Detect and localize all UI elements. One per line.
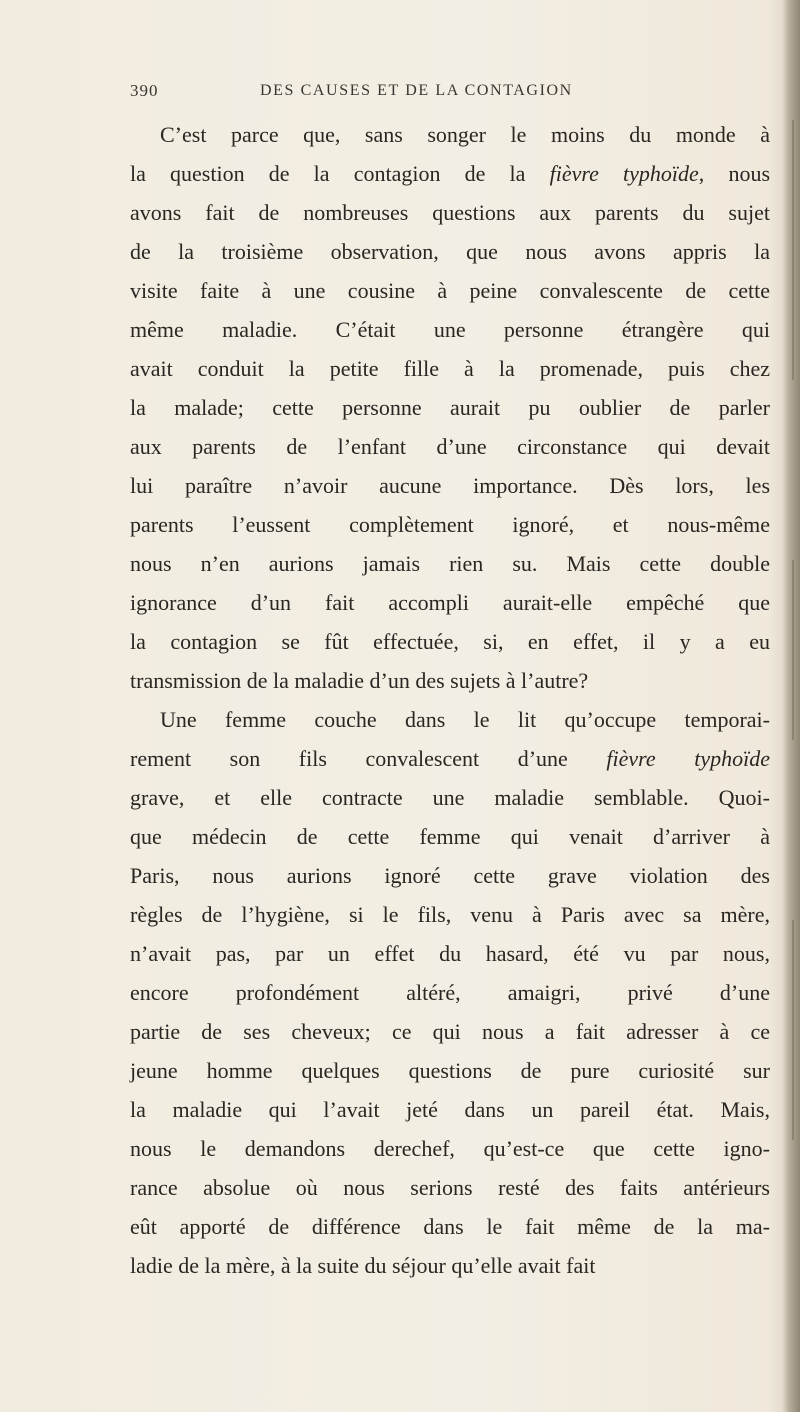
page-edge-shadow xyxy=(782,0,800,1412)
text-segment: , nous xyxy=(698,161,771,186)
text-line: partie de ses cheveux; ce qui nous a fait adresser à ce xyxy=(130,1019,770,1044)
text-line: eût apporté de différence dans le fait même de la ma- xyxy=(130,1214,770,1239)
text-line: avons fait de nombreuses questions aux parents du sujet xyxy=(130,200,770,225)
page-number: 390 xyxy=(130,81,159,100)
text-line: lui paraître n’avoir aucune importance. Dès lors, les xyxy=(130,473,770,498)
italic-term: fièvre typhoïde xyxy=(549,161,699,186)
text-line: parents l’eussent complètement ignoré, et nous-même xyxy=(130,512,770,537)
italic-term: fièvre typhoïde xyxy=(606,746,770,771)
text-line: ignorance d’un fait accompli aurait-elle empêché que xyxy=(130,590,770,615)
text-line: C’est parce que, sans songer le moins du monde à xyxy=(160,122,770,147)
text-line: que médecin de cette femme qui venait d’arriver à xyxy=(130,824,770,849)
text-segment: rement son fils convalescent d’une xyxy=(130,746,607,771)
text-line: n’avait pas, par un effet du hasard, été vu par nous, xyxy=(130,941,770,966)
running-title: DES CAUSES ET DE LA CONTAGION xyxy=(260,82,573,99)
text-line: Une femme couche dans le lit qu’occupe temporai- xyxy=(160,707,770,732)
text-line: avait conduit la petite fille à la promenade, puis chez xyxy=(130,356,770,381)
text-line xyxy=(130,739,770,778)
text-line: jeune homme quelques questions de pure curiosité sur xyxy=(130,1058,770,1083)
text-segment: la question de la contagion de la xyxy=(130,161,550,186)
page-edge-mark xyxy=(792,560,794,740)
text-line: visite faite à une cousine à peine convalescente de cette xyxy=(130,278,770,303)
text-line: règles de l’hygiène, si le fils, venu à Paris avec sa mère, xyxy=(130,902,770,927)
text-line: rance absolue où nous serions resté des faits antérieurs xyxy=(130,1175,770,1200)
text-line: la maladie qui l’avait jeté dans un pareil état. Mais, xyxy=(130,1097,770,1122)
running-head xyxy=(130,81,770,111)
text-line: nous n’en aurions jamais rien su. Mais cette double xyxy=(130,551,770,576)
text-line: aux parents de l’enfant d’une circonstance qui devait xyxy=(130,434,770,459)
text-line: de la troisième observation, que nous avons appris la xyxy=(130,239,770,264)
text-line: transmission de la maladie d’un des sujets à l’autre? xyxy=(130,668,589,693)
text-line xyxy=(130,154,770,193)
text-line: nous le demandons derechef, qu’est-ce que cette igno- xyxy=(130,1136,770,1161)
text-line: grave, et elle contracte une maladie semblable. Quoi- xyxy=(130,785,770,810)
body-text xyxy=(130,115,770,1285)
text-line: la malade; cette personne aurait pu oublier de parler xyxy=(130,395,770,420)
page-edge-mark xyxy=(792,920,794,1140)
page-edge-mark xyxy=(792,120,794,380)
text-line: ladie de la mère, à la suite du séjour qu’elle avait fait xyxy=(130,1253,596,1278)
text-line: encore profondément altéré, amaigri, privé d’une xyxy=(130,980,770,1005)
text-line: même maladie. C’était une personne étrangère qui xyxy=(130,317,770,342)
text-line: la contagion se fût effectuée, si, en effet, il y a eu xyxy=(130,629,770,654)
text-line: Paris, nous aurions ignoré cette grave violation des xyxy=(130,863,770,888)
